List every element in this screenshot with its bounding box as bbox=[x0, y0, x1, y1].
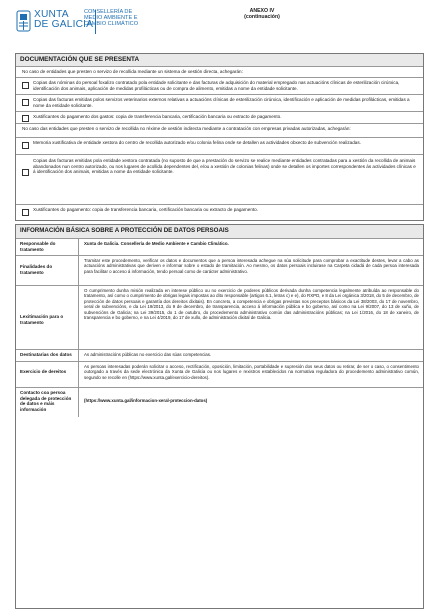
doc-item-6-label: Xustificantes do pagamento: copia de transferencia bancaria, certificación bancaria ou extracto de pagamento. bbox=[33, 207, 258, 212]
dp-row-rights bbox=[16, 361, 423, 387]
dp-label-responsible: Responsable do tratamento bbox=[20, 241, 56, 252]
annex-subtitle: (continuación) bbox=[244, 14, 280, 20]
dp-value-contact[interactable]: (https://www.xunta.gal/informacion-xeral-proteccion-datos) bbox=[84, 398, 208, 403]
documentation-title: DOCUMENTACIÓN QUE SE PRESENTA bbox=[16, 54, 423, 66]
doc-item-5 bbox=[16, 154, 423, 204]
dept-line3: CAMBIO CLIMÁTICO bbox=[84, 21, 139, 27]
column-divider bbox=[78, 239, 79, 255]
checkbox-doc-item-1[interactable] bbox=[22, 82, 29, 89]
dp-row-legitimacy bbox=[16, 285, 423, 349]
doc-item-5-label: Copias das facturas emitidas pola entidade xestora contratada (no suposto de que a prestación do servizo se realice mediante entidades contratadas para a xestión da recollida de animais abandonados nun centro autorizado, ou nos lugares de acollida dependentes del, e/ou a xestión de colonias felinas) onde se detallen os importes correspondentes ás actividades clínicas e á identificación dos animais, emitidas a nome da entidade solicitante. bbox=[33, 158, 416, 175]
doc-item-2-label: Copias das facturas emitidas polos servizos veterinarios externos relativas a actuacións clínicas de esterilización cirúrxica, identificación e aplicación de medidas profilácticas, emitidas a nome da entidade solicitante. bbox=[33, 97, 410, 108]
column-divider bbox=[78, 362, 79, 387]
checkbox-doc-item-5[interactable] bbox=[22, 169, 29, 176]
annex-title: ANEXO IV bbox=[249, 8, 275, 14]
dp-value-rights: As persoas interesadas poderán solicitar o acceso, rectificación, oposición, limitación, portabilidade e supresión dos seus datos ou retirar, de ser o caso, o consentimento outorgado a través da sede electrónica da Xunta de Galicia ou nos lugares e rexistros establecidos na normativa reguladora do procedemento administrativo común, segundo se recolle en (https://www.xunta.gal/exercicio-dereitos). bbox=[84, 364, 419, 380]
column-divider bbox=[78, 286, 79, 349]
dp-label-legitimacy: Lexitimación para o tratamento bbox=[20, 314, 64, 325]
intro-direct: No caso de entidades que presten o servizo de recollida mediante un sistema de xestión directa, achegarán: bbox=[16, 66, 423, 77]
intro-indirect: No caso das entidades que presten o servizo de recollida no réxime de xestión indirecta mediante a contratación con empresas privadas autorizadas, achegarán: bbox=[16, 123, 423, 137]
dp-row-responsible bbox=[16, 238, 423, 255]
doc-item-4-label: Memoria xustificativa de entidade xestora do centro de recollida autorizado e/ou colonia felina onde se detallen as actividades obxecto de subvención realizadas. bbox=[33, 140, 361, 145]
doc-item-4 bbox=[16, 137, 423, 154]
column-divider bbox=[78, 256, 79, 285]
doc-item-3-label: Xustificantes do pagamento dos gastos: copia de transferencia bancaria, certificación bancaria ou extracto de pagamento. bbox=[33, 114, 282, 119]
dp-value-legitimacy: O cumprimento dunha misión realizada en interese público ou no exercicio de poderes públicos derivada dunha competencia legalmente atribuída ao responsable do tratamento, así como o cumprimento de obrigas legais impostas ao dito responsable (artigos 6.1, letras c) e e), do RXPD, e 8 da Lei orgánica 3/2018, do 5 de decembro, de protección de datos persoais e garantía dos dereitos dixitais). En concreto, a competencia e obrigas previstas nos preceptos básicos da Lei 38/2003, do 17 de novembro, xeral de subvencións, e da Lei 19/2013, do 9 de decembro, de transparencia, acceso á información pública e bo goberno, así como na Lei 9/2007, do 13 de xuño, de subvencións de Galicia; na Lei 39/2015, do 1 de outubro, do procedemento administrativo común das administracións públicas; na Lei 1/2016, do 18 de xaneiro, de transparencia e bo goberno, e na Lei 4/2019, do 17 de xullo, de administración dixital de Galicia. bbox=[84, 288, 419, 321]
checkbox-doc-item-3[interactable] bbox=[22, 115, 29, 122]
checkbox-doc-item-4[interactable] bbox=[22, 142, 29, 149]
logo-line2: DE GALICIA bbox=[34, 19, 94, 30]
dp-value-recipients: As administracións públicas no exercicio das súas competencias. bbox=[84, 352, 212, 357]
checkbox-doc-item-6[interactable] bbox=[22, 209, 29, 216]
column-divider bbox=[78, 350, 79, 361]
doc-item-2 bbox=[16, 94, 423, 111]
department-name bbox=[84, 9, 138, 27]
coat-of-arms-icon bbox=[16, 10, 31, 34]
dp-label-purpose: Finalidades do tratamento bbox=[20, 264, 53, 275]
dp-row-contact bbox=[16, 387, 423, 417]
annex-heading bbox=[232, 8, 292, 20]
column-divider bbox=[78, 388, 79, 417]
documentation-section bbox=[15, 53, 424, 221]
logo-line1: XUNTA bbox=[34, 9, 69, 20]
dp-row-purpose bbox=[16, 255, 423, 285]
dp-value-responsible: Xunta de Galicia. Consellería de Medio Ambiente e Cambio Climático. bbox=[84, 241, 229, 246]
dept-line2: MEDIO AMBIENTE E bbox=[84, 15, 138, 21]
doc-item-3 bbox=[16, 111, 423, 123]
dp-label-contact: Contacto coa persoa delegada de protección de datos e máis información bbox=[20, 390, 72, 412]
dp-label-recipients: Destinatarias dos datos bbox=[20, 352, 72, 357]
data-protection-title: INFORMACIÓN BÁSICA SOBRE A PROTECCIÓN DE DATOS PERSOAIS bbox=[16, 225, 423, 238]
dp-label-rights: Exercicio de dereitos bbox=[20, 369, 67, 374]
doc-item-1 bbox=[16, 77, 423, 94]
dp-row-recipients bbox=[16, 349, 423, 361]
doc-item-6 bbox=[16, 204, 423, 221]
doc-item-1-label: Copias das nóminas do persoal foxalizo contratado pola entidade solicitante e das facturas de adquisición do material empregado nas actuacións clínicas de esterilización cirúrxica, identificación dos animais, aplicación de medidas profilácticas ou de compra de alimento, emitidas a nome da entidade solicitante. bbox=[33, 80, 400, 91]
data-protection-section bbox=[15, 224, 424, 609]
dept-line1: CONSELLERÍA DE bbox=[84, 9, 133, 15]
dp-value-purpose: Tramitar este procedemento, verificar os datos e documentos que a persoa interesada achegue na súa solicitude para comprobar a exactitude destes, levar a cabo as actuacións administrativas que deriven e informar sobre o estado de tramitación. Ao mesmo, os datos persoais incluirase na Carpeta cidadá de cada persoa interesada para facilitar o acceso á información, tendo persoal como de carácter administrativo. bbox=[84, 258, 419, 274]
checkbox-doc-item-2[interactable] bbox=[22, 99, 29, 106]
